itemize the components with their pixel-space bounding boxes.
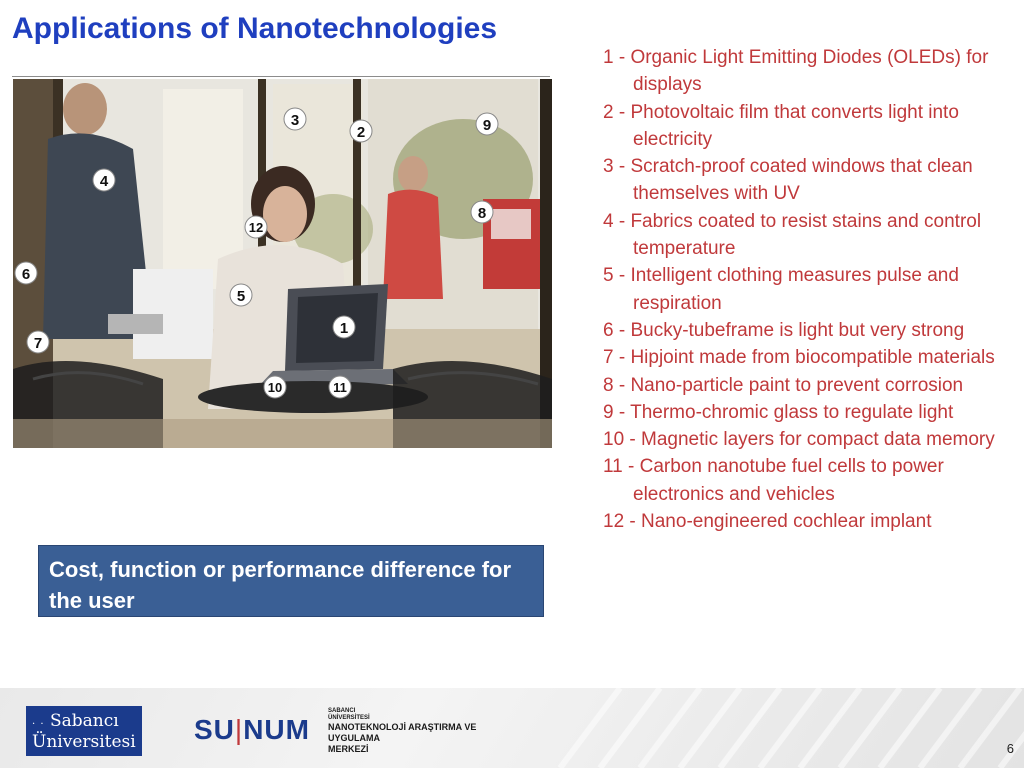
svg-text:2: 2: [356, 124, 366, 141]
svg-text:12: 12: [248, 220, 264, 235]
list-item: 2 - Photovoltaic film that converts light into electricity: [603, 101, 959, 150]
marker-6: [15, 262, 37, 284]
marker-1: [333, 316, 355, 338]
cafe-scene-illustration: [13, 79, 552, 448]
list-item: 3 - Scratch-proof coated windows that clean themselves with UV: [603, 156, 973, 205]
title-divider: [12, 76, 550, 77]
marker-7: [27, 331, 49, 353]
list-item: 8 - Nano-particle paint to prevent corrosion: [603, 374, 964, 396]
marker-3: [284, 108, 306, 130]
list-item: 4 - Fabrics coated to resist stains and control temperature: [603, 210, 982, 260]
marker-4: [93, 169, 115, 191]
svg-text:11: 11: [333, 380, 347, 395]
slide-title: Applications of Nanotechnologies: [12, 12, 498, 45]
svg-text:8: 8: [477, 205, 487, 222]
list-item: 7 - Hipjoint made from biocompatible materials: [603, 347, 995, 369]
svg-text:7: 7: [33, 335, 43, 352]
marker-10: [264, 376, 286, 398]
svg-text:3: 3: [290, 112, 300, 129]
marker-11: [329, 376, 351, 398]
sabanci-university-logo: . . Sabancı Üniversitesi: [26, 706, 142, 756]
sunum-center-name: SABANCI ÜNİVERSİTESİ NANOTEKNOLOJİ ARAŞTIRMA VE UYGULAMA MERKEZİ: [328, 708, 477, 754]
list-item: 1 - Organic Light Emitting Diodes (OLEDs) for displays: [603, 47, 989, 96]
list-item: 10 - Magnetic layers for compact data memory: [603, 429, 995, 451]
footer-stripe-pattern: [0, 688, 1024, 768]
sunum-wordmark: SU|NUM: [194, 714, 310, 745]
list-item: 6 - Bucky-tubeframe is light but very strong: [603, 319, 965, 341]
list-item: 12 - Nano-engineered cochlear implant: [603, 511, 932, 533]
svg-text:5: 5: [236, 288, 246, 305]
marker-8: [471, 201, 493, 223]
svg-text:10: 10: [267, 380, 283, 395]
list-item: 11 - Carbon nanotube fuel cells to power electronics and vehicles: [603, 456, 944, 505]
svg-text:9: 9: [482, 117, 492, 134]
page-number: 6: [1006, 741, 1014, 756]
svg-text:1: 1: [339, 320, 349, 337]
marker-12: [245, 216, 267, 238]
list-item: 5 - Intelligent clothing measures pulse and respiration: [603, 265, 959, 314]
logo-line-1: Sabancı: [49, 711, 119, 731]
cafe-photo: [13, 79, 552, 448]
svg-text:6: 6: [21, 266, 31, 283]
logo-line-2: Üniversitesi: [32, 732, 136, 752]
marker-2: [350, 120, 372, 142]
marker-5: [230, 284, 252, 306]
footer-bar: [0, 688, 1024, 768]
sunum-logo: [194, 704, 494, 756]
callout-box: [38, 545, 544, 617]
applications-list: [603, 44, 1018, 535]
svg-text:4: 4: [99, 173, 109, 190]
marker-9: [476, 113, 498, 135]
list-item: 9 - Thermo-chromic glass to regulate light: [603, 401, 954, 423]
callout-text: Cost, function or performance difference for the user: [49, 557, 512, 613]
